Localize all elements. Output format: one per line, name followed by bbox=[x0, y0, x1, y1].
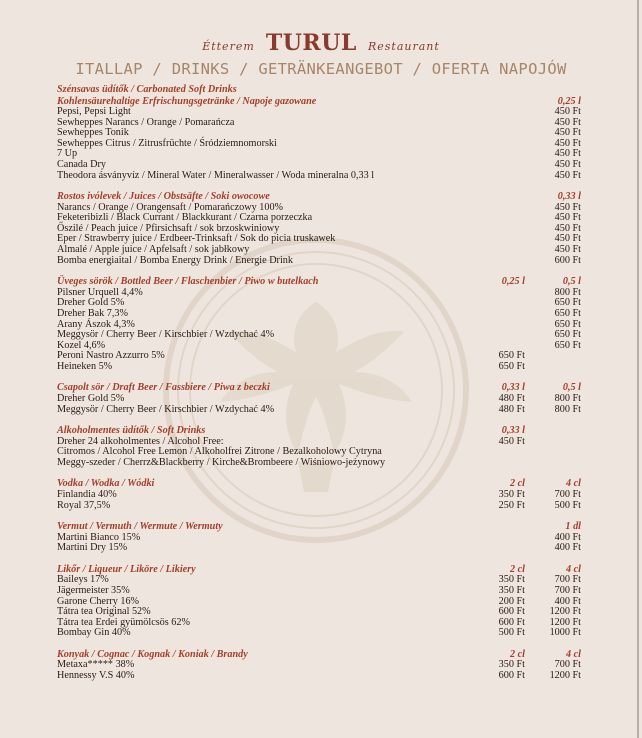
item-price-2: 800 Ft bbox=[554, 392, 581, 404]
section-heading bbox=[57, 96, 585, 108]
item-price-2: 450 Ft bbox=[554, 106, 581, 117]
item-price-2: 450 Ft bbox=[554, 127, 581, 139]
item-name: Feketeribizli / Black Currant / Blackkurant / Czarna porzeczka bbox=[57, 212, 313, 224]
size-column-2: 4 cl bbox=[566, 478, 581, 490]
item-price-2: 700 Ft bbox=[554, 584, 581, 596]
logo-left-text: Étterem bbox=[202, 40, 255, 53]
menu-item bbox=[57, 394, 585, 405]
item-name: Citromos / Alcohol Free Lemon / Alkoholfrei Zitrone / Bezalkoholowy Cytryna bbox=[57, 446, 382, 458]
item-name: Meggysör / Cherry Beer / Kirschbier / Wzdychać 4% bbox=[57, 329, 275, 341]
item-name: Theodora ásványvíz / Mineral Water / Mineralwasser / Woda mineralna 0,33 l bbox=[57, 169, 375, 181]
item-price-2: 700 Ft bbox=[554, 574, 581, 586]
item-price-1: 350 Ft bbox=[498, 659, 525, 671]
item-price-2: 1200 Ft bbox=[549, 669, 581, 681]
item-price-2: 700 Ft bbox=[554, 488, 581, 500]
item-price-2: 700 Ft bbox=[554, 659, 581, 671]
section-title: Csapolt sör / Draft Beer / Fassbiere / Piwa z beczki bbox=[57, 382, 270, 394]
item-price-2: 400 Ft bbox=[554, 531, 581, 543]
section-title: Rostos ivólevek / Juices / Obstsäfte / Soki owocowe bbox=[57, 191, 270, 203]
item-price-2: 650 Ft bbox=[554, 307, 581, 319]
item-name: Tátra tea Erdei gyümölcsös 62% bbox=[57, 616, 190, 628]
item-price-2: 600 Ft bbox=[554, 254, 581, 266]
item-price-2: 450 Ft bbox=[554, 116, 581, 128]
section-title: Üveges sörök / Bottled Beer / Flaschenbier / Piwo w butelkach bbox=[57, 276, 319, 288]
item-name: Eper / Strawberry juice / Erdbeer-Trinksaft / Sok do picia truskawek bbox=[57, 233, 336, 245]
item-price-2: 450 Ft bbox=[554, 137, 581, 149]
menu-item bbox=[57, 405, 585, 416]
menu-section bbox=[57, 382, 585, 415]
menu-item bbox=[57, 362, 585, 373]
logo-right-text: Restaurant bbox=[367, 40, 440, 53]
item-price-1: 650 Ft bbox=[498, 350, 525, 362]
item-name: Finlandia 40% bbox=[57, 488, 117, 500]
section-heading bbox=[57, 191, 585, 203]
section-title: Vermut / Vermuth / Wermute / Wermuty bbox=[57, 521, 223, 533]
item-name: Narancs / Orange / Orangensaft / Pomarańczowy 100% bbox=[57, 201, 284, 213]
menu-section bbox=[57, 521, 585, 554]
menu-item bbox=[57, 171, 585, 182]
item-price-1: 600 Ft bbox=[498, 669, 525, 681]
item-price-1: 480 Ft bbox=[498, 403, 525, 415]
drinks-menu bbox=[57, 84, 585, 692]
menu-item bbox=[57, 501, 585, 512]
item-name: Sewheppes Tonik bbox=[57, 127, 129, 139]
item-price-1: 200 Ft bbox=[498, 595, 525, 607]
menu-item bbox=[57, 543, 585, 554]
item-price-2: 450 Ft bbox=[554, 233, 581, 245]
size-column-2: 1 dl bbox=[565, 521, 581, 533]
item-price-1: 500 Ft bbox=[498, 627, 525, 639]
size-column-1: 0,33 l bbox=[501, 382, 525, 394]
size-column-1: 0,25 l bbox=[501, 276, 525, 288]
menu-item bbox=[57, 298, 585, 309]
item-price-1: 480 Ft bbox=[498, 392, 525, 404]
item-price-2: 1200 Ft bbox=[549, 606, 581, 618]
menu-section bbox=[57, 191, 585, 266]
size-column-2: 0,33 l bbox=[557, 191, 581, 203]
section-title: Alkoholmentes üdítők / Soft Drinks bbox=[57, 425, 206, 437]
menu-item bbox=[57, 628, 585, 639]
item-name: Dreher Gold 5% bbox=[57, 392, 125, 404]
item-name: Heineken 5% bbox=[57, 360, 113, 372]
menu-section bbox=[57, 425, 585, 468]
item-price-1: 450 Ft bbox=[498, 435, 525, 447]
item-name: Dreher Gold 5% bbox=[57, 297, 125, 309]
item-price-1: 650 Ft bbox=[498, 360, 525, 372]
item-name: Metaxa***** 38% bbox=[57, 659, 135, 671]
item-price-2: 800 Ft bbox=[554, 286, 581, 298]
size-column-2: 4 cl bbox=[566, 563, 581, 575]
item-price-2: 450 Ft bbox=[554, 148, 581, 160]
menu-item bbox=[57, 330, 585, 341]
item-name: Dreher Bak 7,3% bbox=[57, 307, 129, 319]
item-name: Pilsner Urquell 4,4% bbox=[57, 286, 143, 298]
item-name: Peroni Nastro Azzurro 5% bbox=[57, 350, 165, 362]
section-title: Szénsavas üdítők / Carbonated Soft Drinks bbox=[57, 84, 237, 95]
item-name: Royal 37,5% bbox=[57, 499, 111, 511]
item-name: Tátra tea Original 52% bbox=[57, 606, 151, 618]
item-price-1: 350 Ft bbox=[498, 488, 525, 500]
menu-item bbox=[57, 139, 585, 150]
item-price-1: 350 Ft bbox=[498, 574, 525, 586]
item-name: Canada Dry bbox=[57, 158, 106, 170]
item-price-2: 800 Ft bbox=[554, 403, 581, 415]
item-price-1: 350 Ft bbox=[498, 584, 525, 596]
item-name: 7 Up bbox=[57, 148, 78, 160]
item-name: Dreher 24 alkoholmentes / Alcohol Free: bbox=[57, 435, 224, 447]
page-edge-line bbox=[637, 0, 639, 738]
menu-item bbox=[57, 107, 585, 118]
menu-section bbox=[57, 478, 585, 511]
item-price-2: 650 Ft bbox=[554, 297, 581, 309]
item-name: Martini Dry 15% bbox=[57, 542, 128, 554]
item-price-2: 450 Ft bbox=[554, 244, 581, 256]
item-name: Almalé / Apple juice / Apfelsaft / sok jabłkowy bbox=[57, 244, 250, 256]
section-title: Konyak / Cognac / Kognak / Koniak / Brandy bbox=[57, 648, 248, 660]
item-price-1: 600 Ft bbox=[498, 606, 525, 618]
menu-item bbox=[57, 149, 585, 160]
item-price-1: 250 Ft bbox=[498, 499, 525, 511]
restaurant-logo bbox=[0, 30, 642, 56]
section-heading bbox=[57, 425, 585, 437]
item-name: Meggysör / Cherry Beer / Kirschbier / Wzdychać 4% bbox=[57, 403, 275, 415]
item-price-2: 400 Ft bbox=[554, 595, 581, 607]
page-title: ITALLAP / DRINKS / GETRÄNKEANGEBOT / OFERTA NAPOJÓW bbox=[75, 60, 567, 78]
section-heading bbox=[57, 84, 585, 96]
item-name: Meggy-szeder / Cherrz&Blackberry / Kirche&Brombeere / Wiśniowo-jeżynowy bbox=[57, 456, 386, 468]
menu-item bbox=[57, 256, 585, 267]
section-title: Likőr / Liqueur / Liköre / Likiery bbox=[57, 563, 196, 575]
size-column-1: 2 cl bbox=[510, 648, 525, 660]
item-name: Kozel 4,6% bbox=[57, 339, 106, 351]
item-price-2: 650 Ft bbox=[554, 339, 581, 351]
item-name: Baileys 17% bbox=[57, 574, 109, 586]
menu-item bbox=[57, 490, 585, 501]
item-price-2: 450 Ft bbox=[554, 201, 581, 213]
menu-item bbox=[57, 118, 585, 129]
item-price-2: 1000 Ft bbox=[549, 627, 581, 639]
item-name: Sewheppes Narancs / Orange / Pomarańcza bbox=[57, 116, 235, 128]
item-name: Őszilé / Peach juice / Pfirsichsaft / sok brzoskwiniowy bbox=[57, 222, 280, 234]
section-title: Vodka / Wodka / Wódki bbox=[57, 478, 155, 490]
menu-item bbox=[57, 458, 585, 469]
size-column-1: 2 cl bbox=[510, 563, 525, 575]
item-name: Sewheppes Citrus / Zitrusfrüchte / Śródziemnomorski bbox=[57, 137, 277, 149]
menu-section bbox=[57, 564, 585, 639]
menu-item bbox=[57, 533, 585, 544]
menu-item bbox=[57, 309, 585, 320]
section-heading bbox=[57, 276, 585, 288]
item-price-2: 450 Ft bbox=[554, 169, 581, 181]
size-column-2: 4 cl bbox=[566, 648, 581, 660]
item-price-2: 1200 Ft bbox=[549, 616, 581, 628]
menu-section bbox=[57, 276, 585, 372]
item-price-1: 600 Ft bbox=[498, 616, 525, 628]
item-name: Garone Cherry 16% bbox=[57, 595, 140, 607]
size-column-2: 0,25 l bbox=[557, 95, 581, 107]
size-column-2: 0,5 l bbox=[562, 382, 581, 394]
item-price-2: 500 Ft bbox=[554, 499, 581, 511]
size-column-1: 0,33 l bbox=[501, 425, 525, 437]
menu-item bbox=[57, 671, 585, 682]
size-column-2: 0,5 l bbox=[562, 276, 581, 288]
item-price-2: 400 Ft bbox=[554, 542, 581, 554]
item-price-2: 450 Ft bbox=[554, 158, 581, 170]
menu-item bbox=[57, 160, 585, 171]
item-price-2: 450 Ft bbox=[554, 212, 581, 224]
size-column-1: 2 cl bbox=[510, 478, 525, 490]
item-name: Jägermeister 35% bbox=[57, 584, 130, 596]
menu-item bbox=[57, 288, 585, 299]
item-name: Pepsi, Pepsi Light bbox=[57, 106, 131, 117]
item-price-2: 450 Ft bbox=[554, 222, 581, 234]
menu-section bbox=[57, 649, 585, 682]
menu-item bbox=[57, 586, 585, 597]
item-price-2: 650 Ft bbox=[554, 329, 581, 341]
menu-section bbox=[57, 84, 585, 181]
item-name: Arany Ászok 4,3% bbox=[57, 318, 135, 330]
section-heading bbox=[57, 521, 585, 533]
item-name: Bombay Gin 40% bbox=[57, 627, 131, 639]
item-name: Hennessy V.S 40% bbox=[57, 669, 135, 681]
item-name: Bomba energiaital / Bomba Energy Drink / Energie Drink bbox=[57, 254, 293, 266]
logo-name: TURUL bbox=[265, 30, 357, 56]
section-title: Kohlensäurehaltige Erfrischungsgetränke / Napoje gazowane bbox=[57, 95, 317, 107]
item-name: Martini Bianco 15% bbox=[57, 531, 141, 543]
item-price-2: 650 Ft bbox=[554, 318, 581, 330]
